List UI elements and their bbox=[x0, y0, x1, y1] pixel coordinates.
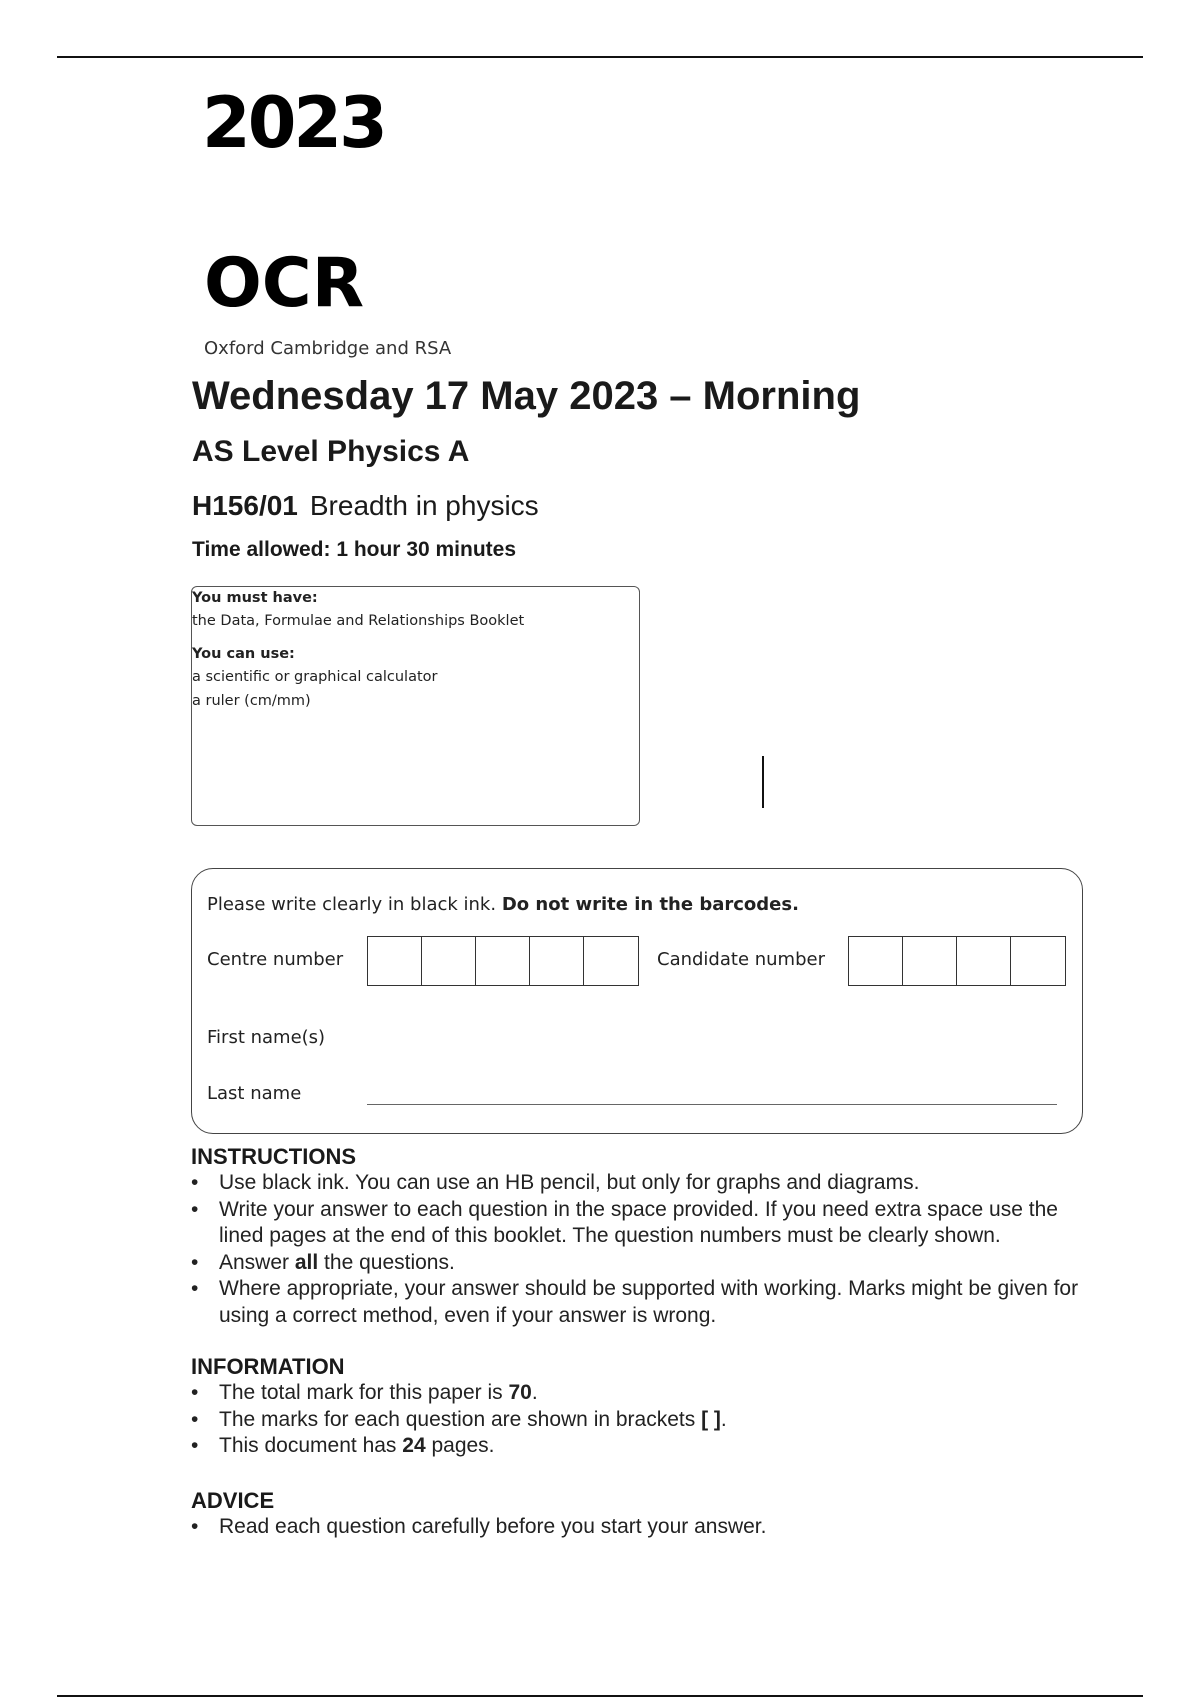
candidate-details-box bbox=[191, 868, 1083, 1134]
instructions-list bbox=[191, 1170, 1091, 1329]
centre-digit-box[interactable] bbox=[368, 937, 422, 985]
time-allowed: Time allowed: 1 hour 30 minutes bbox=[192, 538, 517, 561]
centre-digit-box[interactable] bbox=[530, 937, 584, 985]
candidate-number-boxes[interactable] bbox=[848, 936, 1066, 986]
ocr-logo: OCR bbox=[204, 244, 365, 323]
list-item: • The marks for each question are shown in brackets [ ]. bbox=[191, 1407, 727, 1431]
advice-list bbox=[191, 1514, 1091, 1541]
candidate-digit-box[interactable] bbox=[903, 937, 957, 985]
can-use-item: a scientific or graphical calculator bbox=[192, 669, 438, 685]
instructions-heading: INSTRUCTIONS bbox=[191, 1144, 356, 1169]
centre-number-label: Centre number bbox=[207, 949, 344, 970]
can-use-item: a ruler (cm/mm) bbox=[192, 693, 311, 709]
centre-digit-box[interactable] bbox=[584, 937, 638, 985]
last-name-field[interactable] bbox=[367, 1104, 1057, 1105]
first-name-label: First name(s) bbox=[207, 1027, 326, 1048]
centre-digit-box[interactable] bbox=[422, 937, 476, 985]
top-rule bbox=[57, 56, 1143, 58]
exam-subject: AS Level Physics A bbox=[192, 435, 470, 468]
paper-code-line bbox=[192, 490, 539, 522]
list-item: • Where appropriate, your answer should be supported with working. Marks might be given for using a correct method, even if your answer is wrong. bbox=[191, 1277, 1079, 1327]
can-use-heading: You can use: bbox=[192, 646, 295, 662]
last-name-label: Last name bbox=[207, 1083, 302, 1104]
candidate-digit-box[interactable] bbox=[957, 937, 1011, 985]
candidate-number-label: Candidate number bbox=[657, 949, 825, 970]
must-have-heading: You must have: bbox=[192, 590, 318, 606]
exam-year: 2023 bbox=[202, 82, 385, 164]
information-list bbox=[191, 1380, 1091, 1460]
exam-date-line: Wednesday 17 May 2023 – Morning bbox=[192, 374, 861, 418]
materials-box bbox=[191, 586, 640, 826]
bottom-rule bbox=[57, 1695, 1143, 1697]
list-item: • The total mark for this paper is 70. bbox=[191, 1381, 538, 1404]
centre-digit-box[interactable] bbox=[476, 937, 530, 985]
list-item: • Read each question carefully before you start your answer. bbox=[191, 1515, 767, 1538]
must-have-item: the Data, Formulae and Relationships Booklet bbox=[192, 613, 525, 629]
paper-title: Breadth in physics bbox=[309, 490, 539, 521]
list-item: • Write your answer to each question in the space provided. If you need extra space use the lined pages at the end of this booklet. The question numbers must be clearly shown. bbox=[191, 1197, 1058, 1247]
list-item: • Answer all the questions. bbox=[191, 1250, 455, 1274]
advice-heading: ADVICE bbox=[191, 1488, 275, 1513]
candidate-digit-box[interactable] bbox=[1011, 937, 1065, 985]
centre-number-boxes[interactable] bbox=[367, 936, 639, 986]
paper-code: H156/01 bbox=[192, 490, 298, 521]
list-item: • Use black ink. You can use an HB pencil, but only for graphs and diagrams. bbox=[191, 1171, 920, 1194]
candidate-digit-box[interactable] bbox=[849, 937, 903, 985]
information-heading: INFORMATION bbox=[191, 1354, 345, 1379]
list-item: • This document has 24 pages. bbox=[191, 1434, 495, 1457]
text-cursor bbox=[762, 756, 764, 808]
barcode-warning: Do not write in the barcodes. bbox=[501, 894, 799, 915]
write-clearly-instruction: Please write clearly in black ink. Do not write in the barcodes. bbox=[207, 894, 799, 915]
ocr-logo-subtitle: Oxford Cambridge and RSA bbox=[204, 338, 452, 359]
